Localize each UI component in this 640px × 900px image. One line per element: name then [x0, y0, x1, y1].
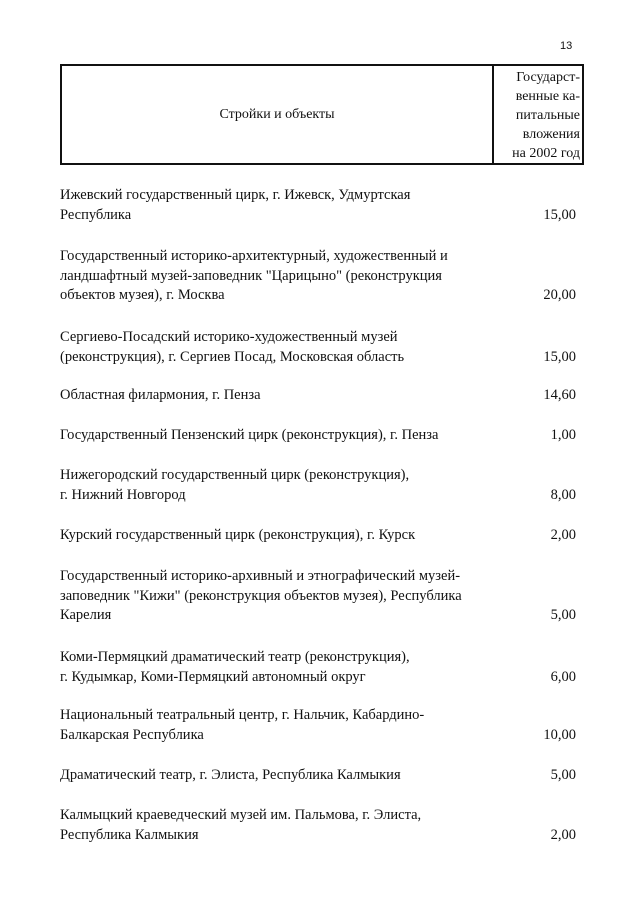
column-header-objects: Стройки и объекты [62, 66, 494, 163]
table-row [60, 247, 584, 306]
table-row [60, 567, 584, 626]
row-object-name: Коми-Пермяцкий драматический театр (реконструкция), г. Кудымкар, Коми-Пермяцкий автономный округ [60, 649, 410, 685]
row-investment-value: 6,00 [550, 668, 576, 685]
row-investment-value: 1,00 [550, 427, 576, 443]
row-object-name: Государственный историко-архивный и этнографический музей- заповедник "Кижи" (реконструкция объектов музея), Республика Карелия [60, 568, 462, 623]
table-row [60, 186, 584, 225]
row-investment-value: 15,00 [543, 348, 576, 365]
row-investment-value: 5,00 [550, 607, 576, 623]
row-investment-value: 2,00 [550, 826, 576, 843]
table-row [60, 766, 584, 786]
row-object-name: Государственный историко-архитектурный, художественный и ландшафтный музей-заповедник "Царицыно" (реконструкция объектов музея), г. Москва [60, 248, 448, 303]
row-object-name: Сергиево-Посадский историко-художественный музей (реконструкция), г. Сергиев Посад, Московская область [60, 329, 405, 365]
row-investment-value: 14,60 [543, 387, 576, 403]
table-row [60, 706, 584, 745]
row-investment-value: 10,00 [543, 726, 576, 743]
page-number: 13 [560, 40, 573, 52]
table-header [60, 64, 584, 165]
row-object-name: Нижегородский государственный цирк (реконструкция), г. Нижний Новгород [60, 467, 410, 503]
row-object-name: Ижевский государственный цирк, г. Ижевск, Удмуртская Республика [60, 187, 411, 223]
table-row [60, 526, 584, 546]
row-investment-value: 20,00 [543, 287, 576, 303]
row-investment-value: 2,00 [550, 527, 576, 543]
table-row [60, 386, 584, 406]
table-row [60, 806, 584, 845]
row-investment-value: 8,00 [550, 486, 576, 503]
row-investment-value: 5,00 [550, 767, 576, 783]
table-row [60, 648, 584, 687]
row-object-name: Национальный театральный центр, г. Нальчик, Кабардино- Балкарская Республика [60, 707, 425, 743]
row-object-name: Государственный Пензенский цирк (реконструкция), г. Пенза [60, 427, 439, 443]
row-object-name: Драматический театр, г. Элиста, Республика Калмыкия [60, 767, 401, 783]
table-row [60, 466, 584, 505]
table-row [60, 328, 584, 367]
row-object-name: Курский государственный цирк (реконструкция), г. Курск [60, 527, 416, 543]
row-object-name: Калмыцкий краеведческий музей им. Пальмова, г. Элиста, Республика Калмыкия [60, 807, 422, 843]
row-investment-value: 15,00 [543, 206, 576, 223]
column-header-investment: Государст- венные ка- питальные вложения на 2002 год [512, 70, 580, 161]
table-row [60, 426, 584, 446]
row-object-name: Областная филармония, г. Пенза [60, 387, 261, 403]
